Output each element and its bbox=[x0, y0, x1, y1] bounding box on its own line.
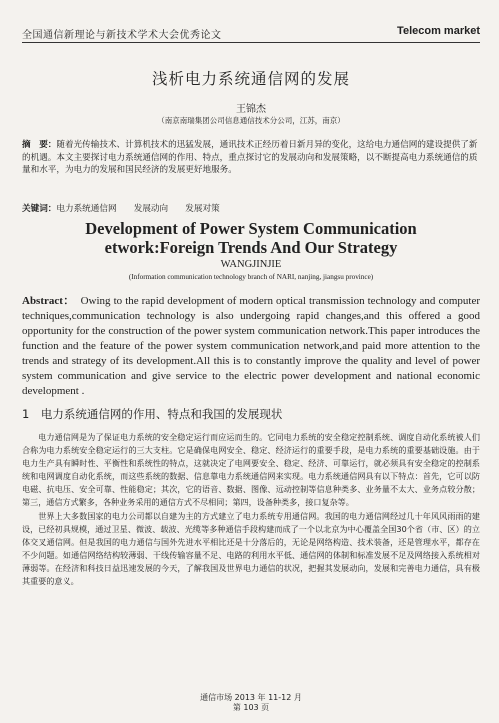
chinese-title: 浅析电力系统通信网的发展 bbox=[151, 70, 350, 88]
english-abstract-text: Owing to the rapid development of modern optical transmission technology and computer techniques,communication technology is also undergoing rapid changes,and this offered a good opportunity for the construction of the power system communication network.This paper introduces the function and the feature of the power system communication network,and paid more attention to the trends and strategy of its development.All this is to constantly improve the quality and level of power system communication and give service to the electric power development and national economic development . bbox=[22, 295, 481, 397]
english-affiliation: (Information communication technology branch of NARI, nanjing, jiangsu province) bbox=[128, 273, 374, 281]
running-header bbox=[22, 26, 480, 40]
english-author: WANGJINJIE bbox=[220, 259, 282, 270]
section-heading: 1 电力系统通信网的作用、特点和我国的发展现状 bbox=[22, 407, 283, 421]
section-body bbox=[22, 431, 480, 588]
footer-page-number: 第 103 页 bbox=[232, 703, 270, 712]
english-title-line1: Development of Power System Communication bbox=[85, 219, 417, 238]
chinese-author: 王锦杰 bbox=[236, 104, 266, 115]
chinese-keywords bbox=[22, 202, 480, 214]
body-paragraph: 电力通信网是为了保证电力系统的安全稳定运行而应运而生的。它同电力系统的安全稳定控制系统、调度自动化系统被人们合称为电力系统安全稳定运行的三大支柱。它是确保电网安全、稳定、经济运行的重要手段，是电力系统的重要基础设施。由于电力生产具有瞬时性、平衡性和系统性的特点，这就决定了电网要安全、稳定、经济、可靠运行，就必须具有安全稳定的控制系统和电网调度自动化系统，而这些系统的数据、信息靠电力系统通信网来实现。电力系统通信网具有以下特点：首先，它可以防电磁、抗电压、安全可靠、性能稳定；其次，它的语音、数据、图像、远动控制等信息种类多、业务量不太大、业务点较分散；第三，通信方式繁多，各种业务采用的通信方式不尽相同；第四，设备种类多，接口复杂等。 bbox=[22, 432, 480, 508]
footer-issue: 通信市场 2013 年 11-12 月 bbox=[200, 693, 302, 702]
chinese-affiliation: （南京南瑞集团公司信息通信技术分公司，江苏，南京） bbox=[157, 116, 345, 125]
english-title bbox=[22, 219, 480, 257]
body-paragraph: 世界上大多数国家的电力公司都以自建为主的方式建立了电力系统专用通信网。我国的电力通信网经过几十年风风雨雨的建设，已经初具规模，通过卫星、微波、载波、光缆等多种通信手段构建而成了一个以北京为中心覆盖全国30个省（市、区）的立体交叉通信网。但是我国的电力通信与国外先进水平相比还是十分落后的，无论是网络构造、技术装备，还是管理水平，都存在不少问题。如通信网络结构较薄弱、干线传输容量不足、电路的利用水平低、通信网的体制和标准发展不足及网络接入系统相对薄弱等。在经济和科技日益迅速发展的今天，了解我国及世界电力通信的状况，把握其发展动向，发展和完善电力通信，具有极其重要的意义。 bbox=[22, 510, 480, 587]
chinese-abstract bbox=[22, 139, 480, 177]
header-rule bbox=[22, 42, 480, 43]
english-title-line2: etwork:Foreign Trends And Our Strategy bbox=[104, 238, 398, 257]
english-abstract-label: Abstract： bbox=[22, 295, 75, 307]
chinese-abstract-text: 随着光传输技术、计算机技术的迅猛发展，通讯技术正经历着日新月异的变化，这给电力通信网的建设提供了新的机遇。本文主要探讨电力系统通信网的作用、特点，重点探讨它的发展动向和发展策略，以不断提高电力系统通信的质量和水平，为电力的发展和国民经济的发展更好地服务。 bbox=[22, 140, 478, 176]
chinese-keywords-label: 关键词： bbox=[22, 204, 57, 214]
chinese-keywords-text: 电力系统通信网 发展动向 发展对策 bbox=[56, 204, 220, 214]
chinese-abstract-label: 摘 要： bbox=[22, 140, 57, 150]
english-abstract bbox=[22, 294, 480, 399]
header-conference: 全国通信新理论与新技术学术大会优秀论文 bbox=[22, 30, 222, 41]
paper-page bbox=[22, 0, 480, 723]
header-journal: Telecom market bbox=[397, 25, 480, 37]
page-footer bbox=[22, 693, 480, 713]
